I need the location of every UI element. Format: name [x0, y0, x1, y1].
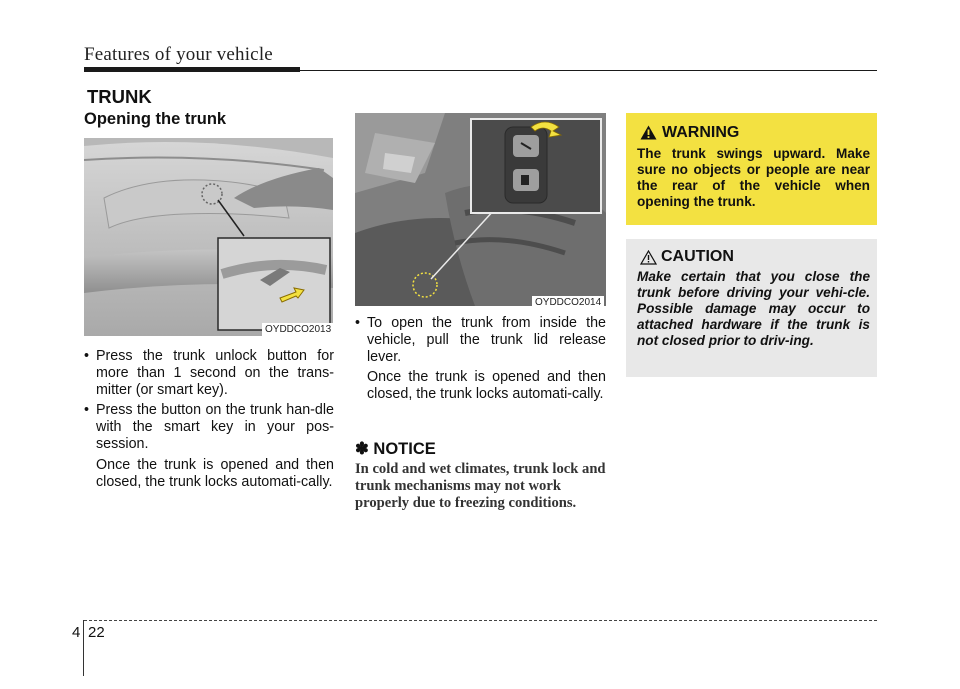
- header-bar: [84, 67, 300, 72]
- notice-title: ✽ NOTICE: [355, 440, 436, 458]
- figure-code-right: OYDDCO2014: [532, 296, 604, 309]
- warning-body: The trunk swings upward. Make sure no objects or people are near the rear of the vehicle when opening the trunk.: [637, 146, 870, 209]
- footer-rule: [84, 620, 877, 621]
- list-item: [84, 402, 334, 490]
- figure-code-left: OYDDCO2013: [262, 323, 334, 336]
- caution-title: CAUTION: [661, 248, 734, 265]
- bullet-text: Press the trunk unlock button for more than 1 second on the trans-mitter (or smart key).: [96, 348, 334, 398]
- bullet-glyph: •: [84, 348, 90, 364]
- middle-instructions: [355, 315, 606, 407]
- list-item: [355, 315, 606, 403]
- page-header-title: Features of your vehicle: [84, 44, 273, 65]
- bullet-text: To open the trunk from inside the vehicle, pull the trunk lid release lever.: [367, 315, 606, 365]
- bullet-glyph: •: [355, 315, 361, 331]
- trunk-exterior-illustration: [84, 138, 333, 336]
- left-instructions: [84, 348, 334, 494]
- header-rule: [300, 70, 877, 71]
- section-title: TRUNK: [87, 86, 152, 107]
- bullet-text: Press the button on the trunk han-dle with the smart key in your pos-session.: [96, 402, 334, 452]
- trunk-release-lever-illustration: [355, 113, 606, 306]
- bullet-glyph: •: [84, 402, 90, 419]
- bullet-followup-text: Once the trunk is opened and then closed, the trunk locks automati-cally.: [367, 369, 606, 403]
- bullet-followup-text: Once the trunk is opened and then closed, the trunk locks automati-cally.: [96, 456, 334, 490]
- notice-body: In cold and wet climates, trunk lock and trunk mechanisms may not work properly due to freezing conditions.: [355, 461, 606, 511]
- page-number: 22: [88, 624, 105, 641]
- subsection-title: Opening the trunk: [84, 110, 227, 128]
- list-item: [84, 348, 334, 398]
- warning-icon: [640, 125, 657, 140]
- caution-icon: [640, 250, 657, 265]
- chapter-number: 4: [72, 624, 81, 641]
- warning-title: WARNING: [662, 124, 740, 141]
- caution-body: Make certain that you close the trunk before driving your vehi-cle. Possible damage may occur to attached hardware if the trunk is not closed prior to driv-ing.: [637, 269, 870, 348]
- footer-divider: [83, 620, 84, 676]
